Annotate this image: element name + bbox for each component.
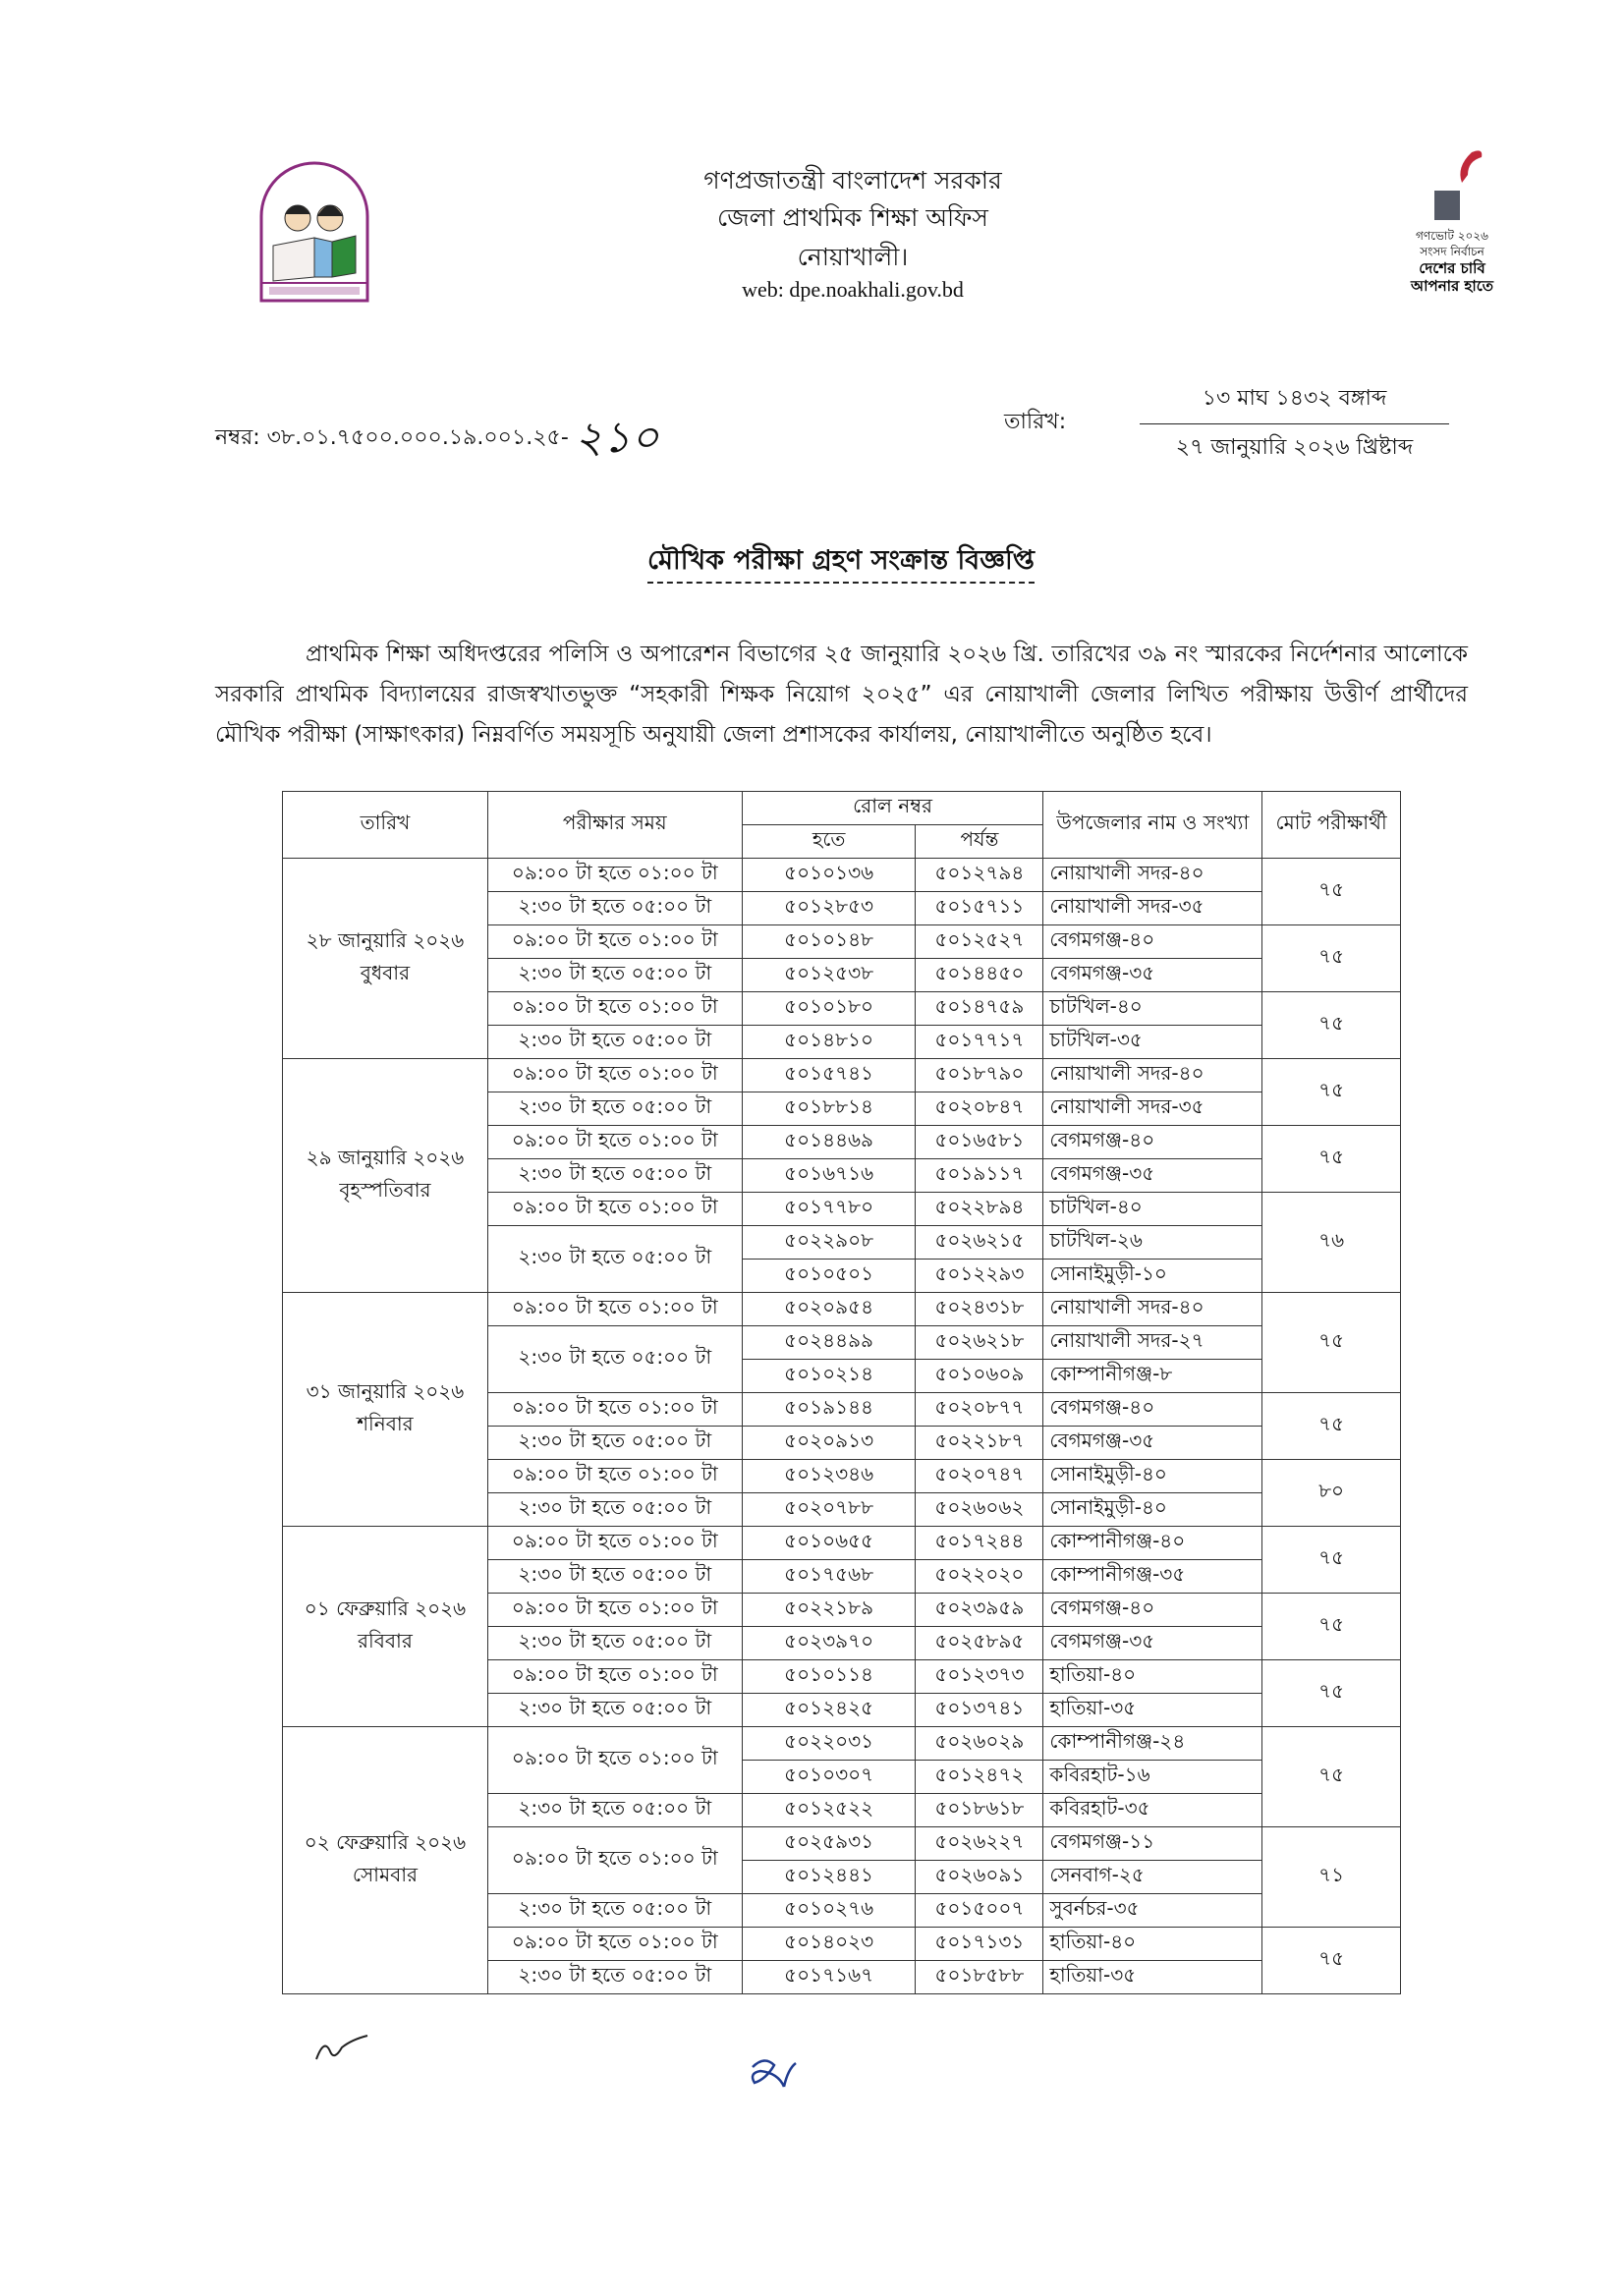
- upazila-cell: কবিরহাট-১৬: [1043, 1761, 1262, 1794]
- roll-from-cell: ৫০১০১১৪: [742, 1660, 916, 1694]
- roll-from-cell: ৫০১৭৫৬৮: [742, 1560, 916, 1594]
- roll-from-cell: ৫০১২৮৫৩: [742, 892, 916, 925]
- upazila-cell: হাতিয়া-৩৫: [1043, 1694, 1262, 1727]
- roll-to-cell: ৫০১২৩৭৩: [916, 1660, 1043, 1694]
- date-cell: [283, 1059, 488, 1293]
- header-roll: রোল নম্বর: [742, 792, 1043, 825]
- roll-from-cell: ৫০১০১৮০: [742, 992, 916, 1026]
- roll-to-cell: ৫০১৭১৩১: [916, 1928, 1043, 1961]
- time-cell: ২:৩০ টা হতে ০৫:০০ টা: [487, 1159, 742, 1193]
- upazila-cell: চাটখিল-২৬: [1043, 1226, 1262, 1260]
- handwritten-page-mark: [745, 2053, 804, 2097]
- table-row: [283, 1727, 1401, 1761]
- date-bangla: ১৩ মাঘ ১৪৩২ বঙ্গাব্দ: [1202, 386, 1387, 411]
- time-cell: ০৯:০০ টা হতে ০১:০০ টা: [487, 1293, 742, 1326]
- roll-from-cell: ৫০১৯১৪৪: [742, 1393, 916, 1427]
- memo-number: [215, 405, 659, 476]
- header-roll-to: পর্যন্ত: [916, 825, 1043, 859]
- roll-to-cell: ৫০২২০২০: [916, 1560, 1043, 1594]
- header-time: পরীক্ষার সময়: [487, 792, 742, 859]
- roll-from-cell: ৫০১৪৮১০: [742, 1026, 916, 1059]
- roll-from-cell: ৫০২০৯৫৪: [742, 1293, 916, 1326]
- total-cell: ৭৫: [1262, 1293, 1401, 1393]
- upazila-cell: চাটখিল-৪০: [1043, 1193, 1262, 1226]
- upazila-cell: কবিরহাট-৩৫: [1043, 1794, 1262, 1827]
- time-cell: ২:৩০ টা হতে ০৫:০০ টা: [487, 1226, 742, 1293]
- roll-from-cell: ৫০১৮৮১৪: [742, 1092, 916, 1126]
- time-cell: ২:৩০ টা হতে ০৫:০০ টা: [487, 892, 742, 925]
- signature-initial: [312, 2032, 371, 2065]
- total-cell: ৭৫: [1262, 1594, 1401, 1660]
- date-cell: [283, 859, 488, 1059]
- roll-to-cell: ৫০১৪৪৫০: [916, 959, 1043, 992]
- roll-from-cell: ৫০২০৯১৩: [742, 1427, 916, 1460]
- date-text: ২৯ জানুয়ারি ২০২৬: [306, 1145, 465, 1169]
- roll-to-cell: ৫০১৫৭১১: [916, 892, 1043, 925]
- roll-to-cell: ৫০১৮৭৯০: [916, 1059, 1043, 1092]
- time-cell: ০৯:০০ টা হতে ০১:০০ টা: [487, 925, 742, 959]
- header-upazila: উপজেলার নাম ও সংখ্যা: [1043, 792, 1262, 859]
- weekday-text: বুধবার: [360, 960, 411, 984]
- date-text: ০২ ফেব্রুয়ারি ২০২৬: [304, 1829, 467, 1854]
- memo-number-text: নম্বর: ৩৮.০১.৭৫০০.০০০.১৯.০০১.২৫-: [215, 425, 569, 450]
- roll-to-cell: ৫০১৯১১৭: [916, 1159, 1043, 1193]
- time-cell: ২:৩০ টা হতে ০৫:০০ টা: [487, 1627, 742, 1660]
- roll-from-cell: ৫০১২৫২২: [742, 1794, 916, 1827]
- notice-title: [0, 540, 1624, 585]
- roll-from-cell: ৫০২২১৮৯: [742, 1594, 916, 1627]
- upazila-cell: বেগমগঞ্জ-৩৫: [1043, 1159, 1262, 1193]
- roll-from-cell: ৫০১০৩০৭: [742, 1761, 916, 1794]
- roll-from-cell: ৫০১৫৭৪১: [742, 1059, 916, 1092]
- roll-to-cell: ৫০১৪৭৫৯: [916, 992, 1043, 1026]
- time-cell: ২:৩০ টা হতে ০৫:০০ টা: [487, 1794, 742, 1827]
- roll-to-cell: ৫০১২৫২৭: [916, 925, 1043, 959]
- roll-from-cell: ৫০১২৪২৫: [742, 1694, 916, 1727]
- time-cell: ২:৩০ টা হতে ০৫:০০ টা: [487, 1427, 742, 1460]
- roll-to-cell: ৫০১২৪৭২: [916, 1761, 1043, 1794]
- date-text: ০১ ফেব্রুয়ারি ২০২৬: [304, 1596, 467, 1620]
- date-divider: [1140, 423, 1449, 424]
- upazila-cell: নোয়াখালী সদর-৩৫: [1043, 892, 1262, 925]
- roll-to-cell: ৫০১৩৭৪১: [916, 1694, 1043, 1727]
- interview-schedule-table: [282, 791, 1401, 1994]
- roll-to-cell: ৫০১৮৫৮৮: [916, 1961, 1043, 1994]
- roll-to-cell: ৫০২০৭৪৭: [916, 1460, 1043, 1493]
- total-cell: ৭৫: [1262, 1660, 1401, 1727]
- upazila-cell: হাতিয়া-৪০: [1043, 1928, 1262, 1961]
- roll-from-cell: ৫০২৫৯৩১: [742, 1827, 916, 1861]
- roll-to-cell: ৫০১৮৬১৮: [916, 1794, 1043, 1827]
- notice-title-text: মৌখিক পরীক্ষা গ্রহণ সংক্রান্ত বিজ্ঞপ্তি: [647, 545, 1035, 584]
- table-row: [283, 859, 1401, 892]
- upazila-cell: বেগমগঞ্জ-৪০: [1043, 925, 1262, 959]
- svg-text:আপনার হাতে: আপনার হাতে: [1411, 277, 1493, 295]
- district-name: নোয়াখালী।: [797, 243, 909, 271]
- upazila-cell: নোয়াখালী সদর-৪০: [1043, 859, 1262, 892]
- upazila-cell: কোম্পানীগঞ্জ-৩৫: [1043, 1560, 1262, 1594]
- date-text: ৩১ জানুয়ারি ২০২৬: [306, 1378, 465, 1403]
- roll-from-cell: ৫০১২৩৪৬: [742, 1460, 916, 1493]
- roll-from-cell: ৫০১২৪৪১: [742, 1861, 916, 1894]
- roll-to-cell: ৫০২৬০২৯: [916, 1727, 1043, 1761]
- time-cell: ২:৩০ টা হতে ০৫:০০ টা: [487, 1092, 742, 1126]
- time-cell: ০৯:০০ টা হতে ০১:০০ টা: [487, 992, 742, 1026]
- roll-to-cell: ৫০২৬২১৫: [916, 1226, 1043, 1260]
- time-cell: ২:৩০ টা হতে ০৫:০০ টা: [487, 1961, 742, 1994]
- roll-from-cell: ৫০১৪৪৬৯: [742, 1126, 916, 1159]
- roll-to-cell: ৫০২৪৩১৮: [916, 1293, 1043, 1326]
- roll-to-cell: ৫০২০৮৭৭: [916, 1393, 1043, 1427]
- website-link[interactable]: web: dpe.noakhali.gov.bd: [742, 277, 964, 302]
- roll-to-cell: ৫০২০৮৪৭: [916, 1092, 1043, 1126]
- time-cell: ২:৩০ টা হতে ০৫:০০ টা: [487, 1560, 742, 1594]
- total-cell: ৭৫: [1262, 1928, 1401, 1994]
- upazila-cell: বেগমগঞ্জ-৩৫: [1043, 959, 1262, 992]
- government-name: গণপ্রজাতন্ত্রী বাংলাদেশ সরকার: [703, 166, 1002, 195]
- date-english: ২৭ জানুয়ারি ২০২৬ খ্রিষ্টাব্দ: [1175, 435, 1414, 460]
- time-cell: ০৯:০০ টা হতে ০১:০০ টা: [487, 1594, 742, 1627]
- total-cell: ৮০: [1262, 1460, 1401, 1527]
- upazila-cell: সোনাইমুড়ী-৪০: [1043, 1460, 1262, 1493]
- svg-text:দেশের চাবি: দেশের চাবি: [1419, 259, 1485, 277]
- upazila-cell: কোম্পানীগঞ্জ-৮: [1043, 1360, 1262, 1393]
- roll-from-cell: ৫০২০৭৮৮: [742, 1493, 916, 1527]
- time-cell: ২:৩০ টা হতে ০৫:০০ টা: [487, 1326, 742, 1393]
- roll-to-cell: ৫০২৬০৬২: [916, 1493, 1043, 1527]
- roll-to-cell: ৫০২২৮৯৪: [916, 1193, 1043, 1226]
- time-cell: ২:৩০ টা হতে ০৫:০০ টা: [487, 1694, 742, 1727]
- time-cell: ০৯:০০ টা হতে ০১:০০ টা: [487, 1527, 742, 1560]
- roll-from-cell: ৫০১০১৪৮: [742, 925, 916, 959]
- roll-to-cell: ৫০১৭২৪৪: [916, 1527, 1043, 1560]
- date-text: ২৮ জানুয়ারি ২০২৬: [306, 927, 465, 952]
- upazila-cell: নোয়াখালী সদর-৩৫: [1043, 1092, 1262, 1126]
- total-cell: ৭৫: [1262, 992, 1401, 1059]
- header-roll-from: হতে: [742, 825, 916, 859]
- date-block: [1140, 381, 1449, 467]
- weekday-text: রবিবার: [358, 1628, 413, 1652]
- time-cell: ০৯:০০ টা হতে ০১:০০ টা: [487, 859, 742, 892]
- roll-to-cell: ৫০২২১৮৭: [916, 1427, 1043, 1460]
- date-cell: [283, 1527, 488, 1727]
- roll-from-cell: ৫০১০১৩৬: [742, 859, 916, 892]
- upazila-cell: বেগমগঞ্জ-১১: [1043, 1827, 1262, 1861]
- table-header-row: [283, 792, 1401, 825]
- time-cell: ০৯:০০ টা হতে ০১:০০ টা: [487, 1660, 742, 1694]
- memo-handwritten-number: ২১০: [574, 413, 659, 463]
- roll-to-cell: ৫০২৬২১৮: [916, 1326, 1043, 1360]
- total-cell: ৭৫: [1262, 1527, 1401, 1594]
- table-row: [283, 1527, 1401, 1560]
- upazila-cell: বেগমগঞ্জ-৩৫: [1043, 1627, 1262, 1660]
- svg-text:সংসদ নির্বাচন: সংসদ নির্বাচন: [1420, 245, 1484, 258]
- total-cell: ৭৫: [1262, 1059, 1401, 1126]
- upazila-cell: বেগমগঞ্জ-৪০: [1043, 1594, 1262, 1627]
- roll-to-cell: ৫০২৬২২৭: [916, 1827, 1043, 1861]
- upazila-cell: নোয়াখালী সদর-৪০: [1043, 1059, 1262, 1092]
- roll-from-cell: ৫০২৩৯৭০: [742, 1627, 916, 1660]
- upazila-cell: সোনাইমুড়ী-১০: [1043, 1260, 1262, 1293]
- roll-from-cell: ৫০১০৬৫৫: [742, 1527, 916, 1560]
- total-cell: ৭৫: [1262, 1727, 1401, 1827]
- upazila-cell: হাতিয়া-৪০: [1043, 1660, 1262, 1694]
- roll-to-cell: ৫০১২২৯৩: [916, 1260, 1043, 1293]
- primary-education-logo: [253, 157, 375, 307]
- upazila-cell: বেগমগঞ্জ-৪০: [1043, 1126, 1262, 1159]
- upazila-cell: নোয়াখালী সদর-২৭: [1043, 1326, 1262, 1360]
- time-cell: ০৯:০০ টা হতে ০১:০০ টা: [487, 1460, 742, 1493]
- roll-from-cell: ৫০২৪৪৯৯: [742, 1326, 916, 1360]
- roll-from-cell: ৫০১৭১৬৭: [742, 1961, 916, 1994]
- upazila-cell: সেনবাগ-২৫: [1043, 1861, 1262, 1894]
- time-cell: ০৯:০০ টা হতে ০১:০০ টা: [487, 1059, 742, 1092]
- upazila-cell: হাতিয়া-৩৫: [1043, 1961, 1262, 1994]
- upazila-cell: বেগমগঞ্জ-৪০: [1043, 1393, 1262, 1427]
- total-cell: ৭৫: [1262, 1126, 1401, 1193]
- date-label: তারিখ:: [1004, 410, 1067, 434]
- roll-from-cell: ৫০২২০৩১: [742, 1727, 916, 1761]
- total-cell: ৭৫: [1262, 925, 1401, 992]
- header-total: মোট পরীক্ষার্থী: [1262, 792, 1401, 859]
- upazila-cell: সুবর্নচর-৩৫: [1043, 1894, 1262, 1928]
- date-cell: [283, 1727, 488, 1994]
- total-cell: ৭৬: [1262, 1193, 1401, 1293]
- time-cell: ২:৩০ টা হতে ০৫:০০ টা: [487, 959, 742, 992]
- upazila-cell: নোয়াখালী সদর-৪০: [1043, 1293, 1262, 1326]
- time-cell: ০৯:০০ টা হতে ০১:০০ টা: [487, 1193, 742, 1226]
- roll-from-cell: ৫০২২৯০৮: [742, 1226, 916, 1260]
- time-cell: ২:৩০ টা হতে ০৫:০০ টা: [487, 1026, 742, 1059]
- roll-to-cell: ৫০২৬০৯১: [916, 1861, 1043, 1894]
- weekday-text: সোমবার: [352, 1862, 419, 1886]
- weekday-text: শনিবার: [357, 1411, 414, 1435]
- header-date: তারিখ: [283, 792, 488, 859]
- time-cell: ০৯:০০ টা হতে ০১:০০ টা: [487, 1126, 742, 1159]
- roll-from-cell: ৫০১২৫৩৮: [742, 959, 916, 992]
- roll-to-cell: ৫০২৫৮৯৫: [916, 1627, 1043, 1660]
- time-cell: ০৯:০০ টা হতে ০১:০০ টা: [487, 1393, 742, 1427]
- roll-from-cell: ৫০১৬৭১৬: [742, 1159, 916, 1193]
- roll-from-cell: ৫০১৭৭৮০: [742, 1193, 916, 1226]
- roll-to-cell: ৫০১০৬০৯: [916, 1360, 1043, 1393]
- time-cell: ০৯:০০ টা হতে ০১:০০ টা: [487, 1928, 742, 1961]
- election-logo: [1403, 147, 1501, 309]
- roll-to-cell: ৫০১৭৭১৭: [916, 1026, 1043, 1059]
- total-cell: ৭৫: [1262, 1393, 1401, 1460]
- roll-from-cell: ৫০১০৫০১: [742, 1260, 916, 1293]
- roll-to-cell: ৫০১২৭৯৪: [916, 859, 1043, 892]
- table-row: [283, 1059, 1401, 1092]
- svg-text:গণভোট ২০২৬: গণভোট ২০২৬: [1416, 229, 1488, 243]
- roll-from-cell: ৫০১৪০২৩: [742, 1928, 916, 1961]
- office-name: জেলা প্রাথমিক শিক্ষা অফিস: [717, 203, 988, 232]
- roll-to-cell: ৫০১৫০০৭: [916, 1894, 1043, 1928]
- table-row: [283, 1293, 1401, 1326]
- upazila-cell: চাটখিল-৩৫: [1043, 1026, 1262, 1059]
- upazila-cell: কোম্পানীগঞ্জ-২৪: [1043, 1727, 1262, 1761]
- roll-from-cell: ৫০১০২১৪: [742, 1360, 916, 1393]
- weekday-text: বৃহস্পতিবার: [339, 1177, 431, 1202]
- upazila-cell: সোনাইমুড়ী-৪০: [1043, 1493, 1262, 1527]
- roll-to-cell: ৫০২৩৯৫৯: [916, 1594, 1043, 1627]
- time-cell: ০৯:০০ টা হতে ০১:০০ টা: [487, 1727, 742, 1794]
- time-cell: ২:৩০ টা হতে ০৫:০০ টা: [487, 1493, 742, 1527]
- roll-to-cell: ৫০১৬৫৮১: [916, 1126, 1043, 1159]
- upazila-cell: কোম্পানীগঞ্জ-৪০: [1043, 1527, 1262, 1560]
- roll-from-cell: ৫০১০২৭৬: [742, 1894, 916, 1928]
- time-cell: ২:৩০ টা হতে ০৫:০০ টা: [487, 1894, 742, 1928]
- notice-body: প্রাথমিক শিক্ষা অধিদপ্তরের পলিসি ও অপারেশন বিভাগের ২৫ জানুয়ারি ২০২৬ খ্রি. তারিখের ৩৯ নং স্মারকের নির্দেশনার আলোকে সরকারি প্রাথমিক বিদ্যালয়ের রাজস্বখাতভুক্ত “সহকারী শিক্ষক নিয়োগ ২০২৫” এর নোয়াখালী জেলার লিখিত পরীক্ষায় উত্তীর্ণ প্রার্থীদের মৌখিক পরীক্ষা (সাক্ষাৎকার) নিম্নবর্ণিত সময়সূচি অনুযায়ী জেলা প্রশাসকের কার্যালয়, নোয়াখালীতে অনুষ্ঠিত হবে।: [215, 642, 1468, 748]
- time-cell: ০৯:০০ টা হতে ০১:০০ টা: [487, 1827, 742, 1894]
- total-cell: ৭১: [1262, 1827, 1401, 1928]
- date-cell: [283, 1293, 488, 1527]
- total-cell: ৭৫: [1262, 859, 1401, 925]
- upazila-cell: চাটখিল-৪০: [1043, 992, 1262, 1026]
- upazila-cell: বেগমগঞ্জ-৩৫: [1043, 1427, 1262, 1460]
